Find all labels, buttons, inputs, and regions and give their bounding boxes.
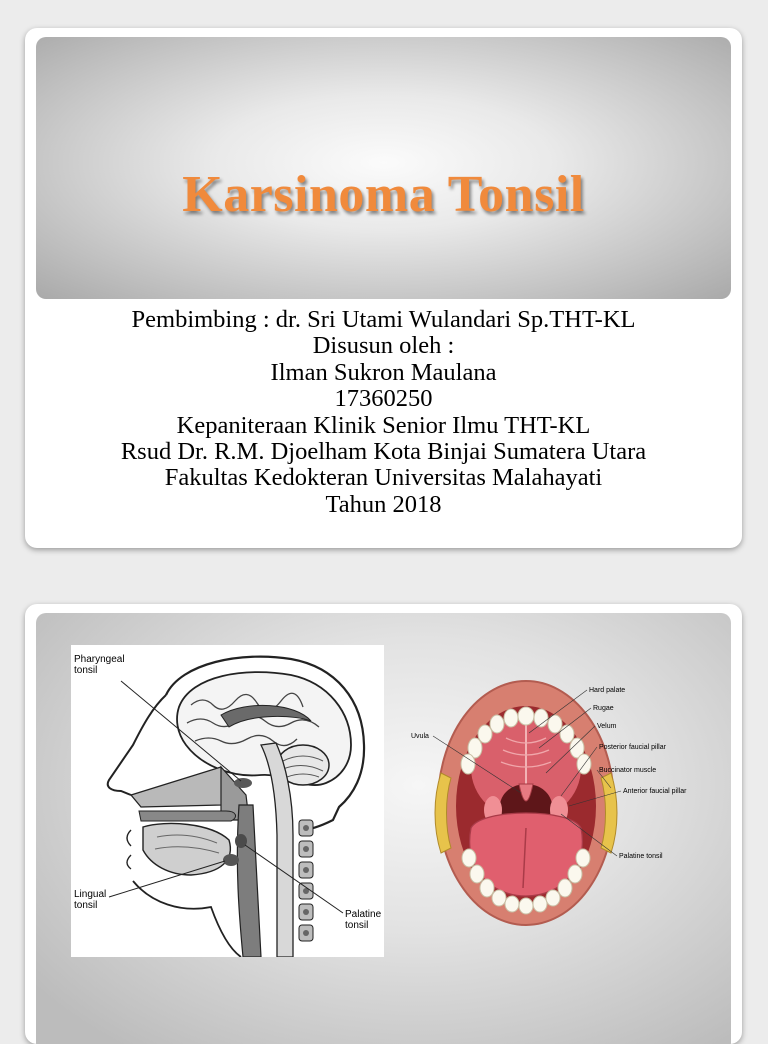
faculty-line: Fakultas Kedokteran Universitas Malahayati [164,464,603,492]
pharyngeal-label: Pharyngeal tonsil [74,654,125,676]
rugae-label: Rugae [593,705,614,712]
oral-cavity-diagram [411,678,716,928]
head-sagittal-diagram [71,645,384,957]
palatine-label: Palatine tonsil [345,909,382,931]
clerkship-line: Kepaniteraan Klinik Senior Ilmu THT-KL [176,411,591,439]
buccinator-label: Buccinator muscle [599,767,657,774]
anterior-pillar-label: Anterior faucial pillar [623,788,687,795]
palatine-tonsil-label: Palatine tonsil [619,853,663,860]
supervisor-line: Pembimbing : dr. Sri Utami Wulandari Sp.THT-KL [131,306,636,333]
anatomy-banner [36,613,731,1044]
student-id: 17360250 [334,385,433,413]
anatomy-slide [25,604,742,1044]
author-name: Ilman Sukron Maulana [270,358,497,386]
velum-label: Velum [597,723,617,730]
slide-title: Karsinoma Tonsil [182,166,585,223]
title-banner [36,37,731,299]
hard-palate-label: Hard palate [589,687,626,694]
head-sagittal-figure [71,645,384,957]
title-slide [25,28,742,548]
uvula-label: Uvula [411,733,429,740]
hospital-line: Rsud Dr. R.M. Djoelham Kota Binjai Sumatera Utara [120,438,647,466]
author-info [25,307,742,518]
compiled-by-line: Disusun oleh : [312,332,455,360]
lingual-label: Lingual tonsil [74,889,107,911]
oral-cavity-figure [411,678,716,928]
posterior-pillar-label: Posterior faucial pillar [599,744,666,751]
year-line: Tahun 2018 [325,490,442,518]
